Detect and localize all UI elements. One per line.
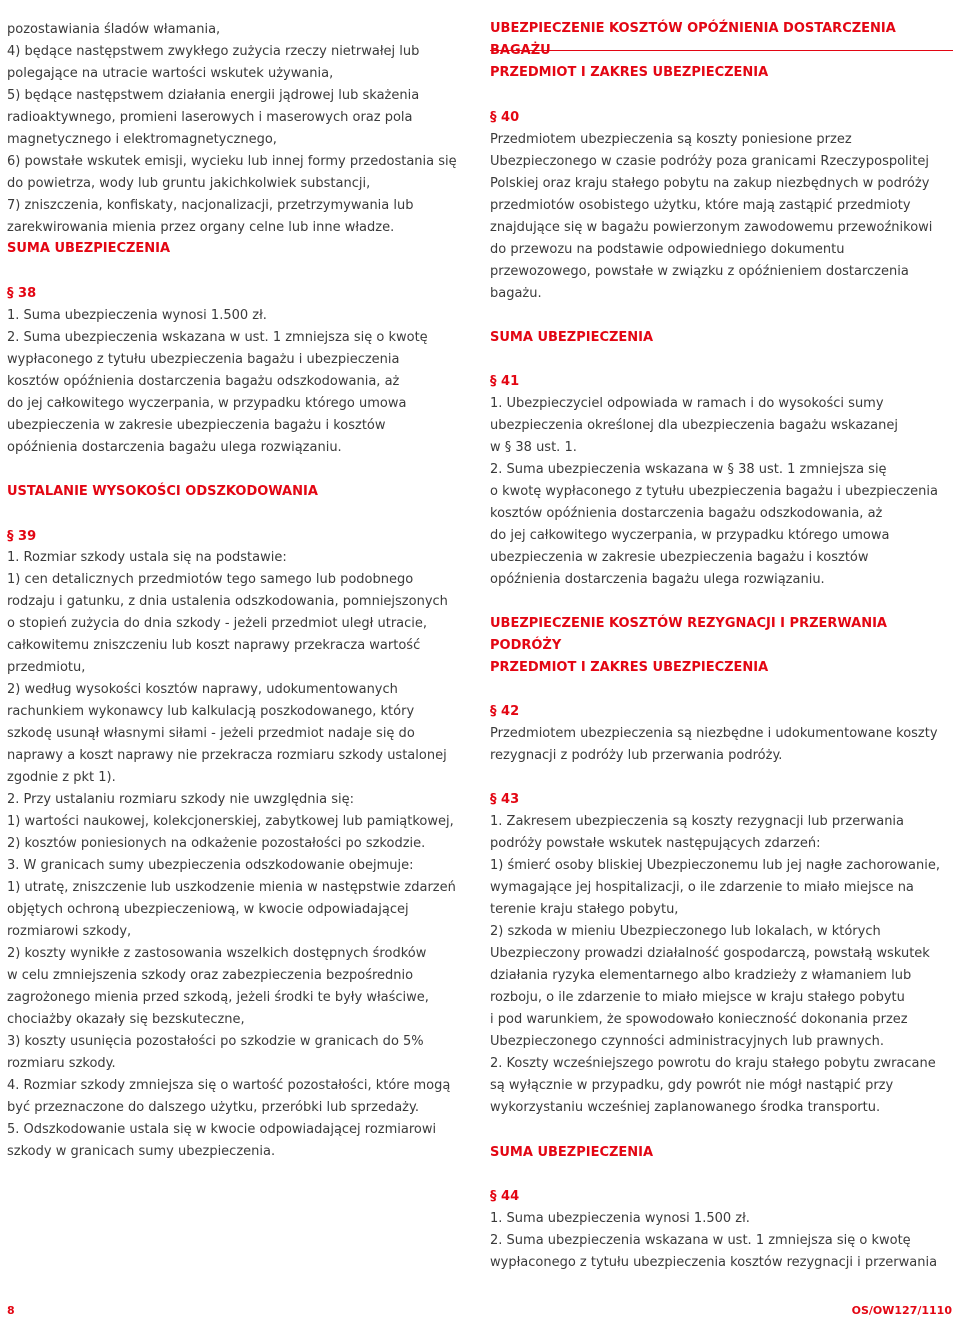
text-line: o stopień zużycia do dnia szkody - jeżeli przedmiot uległ utracie, [7,616,428,631]
text-line: 1) utratę, zniszczenie lub uszkodzenie mienia w następstwie zdarzeń [7,880,456,895]
page-number: 8 [7,1304,15,1317]
paragraph-41-body [490,393,955,591]
left-intro [7,19,477,239]
text-line: do powietrza, wody lub gruntu jakichkolwiek substancji, [7,176,371,191]
text-line: zagrożonego mienia przed szkodą, jeżeli środki te były właściwe, [7,990,429,1005]
text-line: 7) zniszczenia, konfiskaty, nacjonalizacji, przetrzymywania lub [7,198,414,213]
text-line: 3) koszty usunięcia pozostałości po szkodzie w granicach do 5% [7,1034,424,1049]
text-line: 2) koszty wynikłe z zastosowania wszelkich dostępnych środków [7,946,427,961]
text-line: szkody w granicach sumy ubezpieczenia. [7,1144,276,1159]
text-line: rachunkiem wykonawcy lub kalkulacją poszkodowanego, który [7,704,415,719]
text-line: Polskiej oraz kraju stałego pobytu na zakup niezbędnych w podróży [490,176,930,191]
paragraph-40-label: § 40 [490,110,520,125]
text-line: w celu zmniejszenia szkody oraz zabezpieczenia bezpośrednio [7,968,414,983]
paragraph-38-label: § 38 [7,286,37,301]
text-line: objętych ochroną ubezpieczeniową, w kwocie odpowiadającej [7,902,409,917]
text-line: zgodnie z pkt 1). [7,770,116,785]
text-line: Ubezpieczony prowadzi działalność gospodarczą, powstałą wskutek [490,946,930,961]
title-divider [490,50,953,51]
text-line: 2. Suma ubezpieczenia wskazana w § 38 ust. 1 zmniejsza się [490,462,887,477]
paragraph-40-body [490,129,955,305]
text-line: rozmiarowi szkody, [7,924,132,939]
paragraph-44-body [490,1208,955,1274]
text-line: przedmiotów osobistego użytku, które mają zastąpić przedmioty [490,198,911,213]
document-code: OS/OW127/1110 [851,1304,952,1317]
heading-suma-ubezpieczenia-2: SUMA UBEZPIECZENIA [490,1145,654,1160]
text-line: 1. Suma ubezpieczenia wynosi 1.500 zł. [7,308,267,323]
text-line: wymagające jej hospitalizacji, o ile zdarzenie to miało miejsce na [490,880,914,895]
text-line: w § 38 ust. 1. [490,440,577,455]
text-line: 5. Odszkodowanie ustala się w kwocie odpowiadającej rozmiarowi [7,1122,437,1137]
text-line: Ubezpieczonego w czasie podróży poza granicami Rzeczypospolitej [490,154,929,169]
text-line: kosztów opóźnienia dostarczenia bagażu odszkodowania, aż [7,374,400,389]
text-line: naprawy a koszt naprawy nie przekracza rozmiaru szkody ustalonej [7,748,447,763]
text-line: wykorzystaniu wcześniej zaplanowanego środka transportu. [490,1100,881,1115]
text-line: opóźnienia dostarczenia bagażu ulega rozwiązaniu. [490,572,825,587]
paragraph-38-body [7,305,477,459]
paragraph-39-body [7,547,477,1163]
paragraph-42-body [490,723,955,767]
text-line: wypłaconego z tytułu ubezpieczenia bagażu i ubezpieczenia [7,352,400,367]
text-line: chociażby okazały się bezskuteczne, [7,1012,245,1027]
text-line: 1. Rozmiar szkody ustala się na podstawie: [7,550,287,565]
text-line: 1. Ubezpieczyciel odpowiada w ramach i do wysokości sumy [490,396,884,411]
text-line: znajdujące się w bagażu powierzonym zawodowemu przewoźnikowi [490,220,933,235]
text-line: całkowitemu zniszczeniu lub koszt naprawy przekracza wartość [7,638,421,653]
text-line: 1. Suma ubezpieczenia wynosi 1.500 zł. [490,1211,750,1226]
text-line: o kwotę wypłaconego z tytułu ubezpieczenia bagażu i ubezpieczenia [490,484,938,499]
text-line: wypłaconego z tytułu ubezpieczenia kosztów rezygnacji i przerwania [490,1255,938,1270]
text-line: opóźnienia dostarczenia bagażu ulega rozwiązaniu. [7,440,342,455]
text-line: rozmiaru szkody. [7,1056,116,1071]
text-line: Przedmiotem ubezpieczenia są koszty poniesione przez [490,132,852,147]
text-line: polegające na utracie wartości wskutek używania, [7,66,334,81]
text-line: 2) szkoda w mieniu Ubezpieczonego lub lokalach, w których [490,924,881,939]
text-line: są wyłącznie w przypadku, gdy powrót nie mógł nastąpić przy [490,1078,894,1093]
text-line: przewozowego, powstałe w związku z opóźnieniem dostarczenia [490,264,909,279]
text-line: ubezpieczenia w zakresie ubezpieczenia bagażu i kosztów [7,418,386,433]
text-line: działania ryzyka elementarnego albo kradzieży z włamaniem lub [490,968,912,983]
text-line: 2. Suma ubezpieczenia wskazana w ust. 1 zmniejsza się o kwotę [490,1233,911,1248]
text-line: do jej całkowitego wyczerpania, w przypadku którego umowa [7,396,407,411]
text-line: 2) kosztów poniesionych na odkażenie pozostałości po szkodzie. [7,836,426,851]
text-line: radioaktywnego, promieni laserowych i maserowych oraz pola [7,110,413,125]
text-line: 2. Koszty wcześniejszego powrotu do kraju stałego pobytu zwracane [490,1056,936,1071]
text-line: magnetycznego i elektromagnetycznego, [7,132,277,147]
paragraph-43-body [490,811,955,1119]
text-line: do jej całkowitego wyczerpania, w przypadku którego umowa [490,528,890,543]
text-line: Przedmiotem ubezpieczenia są niezbędne i udokumentowane koszty [490,726,938,741]
text-line: 5) będące następstwem działania energii jądrowej lub skażenia [7,88,420,103]
text-line: 2. Przy ustalaniu rozmiaru szkody nie uwzględnia się: [7,792,355,807]
text-line: ubezpieczenia określonej dla ubezpieczenia bagażu wskazanej [490,418,898,433]
paragraph-39-label: § 39 [7,529,37,544]
text-line: rodzaju i gatunku, z dnia ustalenia odszkodowania, pomniejszonych [7,594,448,609]
text-line: 1) śmierć osoby bliskiej Ubezpieczonemu lub jej nagłe zachorowanie, [490,858,940,873]
text-line: 4) będące następstwem zwykłego zużycia rzeczy nietrwałej lub [7,44,420,59]
text-line: 1) wartości naukowej, kolekcjonerskiej, zabytkowej lub pamiątkowej, [7,814,454,829]
text-line: i pod warunkiem, że spowodowało konieczność dokonania przez [490,1012,908,1027]
text-line: rozboju, o ile zdarzenie to miało miejsce w kraju stałego pobytu [490,990,905,1005]
heading-przedmiot-zakres-1: PRZEDMIOT I ZAKRES UBEZPIECZENIA [490,65,769,80]
section-title-rezygnacja-przerwanie: UBEZPIECZENIE KOSZTÓW REZYGNACJI I PRZERWANIA PODRÓŻY [490,616,887,653]
heading-suma-ubezpieczenia-1: SUMA UBEZPIECZENIA [490,330,654,345]
paragraph-44-label: § 44 [490,1189,520,1204]
text-line: 2. Suma ubezpieczenia wskazana w ust. 1 zmniejsza się o kwotę [7,330,428,345]
heading-suma-ubezpieczenia: SUMA UBEZPIECZENIA [7,241,171,256]
paragraph-41-label: § 41 [490,374,520,389]
text-line: Ubezpieczonego czynności administracyjnych lub prawnych. [490,1034,885,1049]
paragraph-43-label: § 43 [490,792,520,807]
text-line: szkodę usunął własnymi siłami - jeżeli przedmiot nadaje się do [7,726,415,741]
section-title-opoznienie-bagazu: UBEZPIECZENIE KOSZTÓW OPÓŹNIENIA DOSTARCZENIA BAGAŻU [490,21,896,58]
text-line: kosztów opóźnienia dostarczenia bagażu odszkodowania, aż [490,506,883,521]
text-line: 4. Rozmiar szkody zmniejsza się o wartość pozostałości, które mogą [7,1078,451,1093]
heading-ustalanie-wysokosci: USTALANIE WYSOKOŚCI ODSZKODOWANIA [7,484,318,499]
text-line: 1) cen detalicznych przedmiotów tego samego lub podobnego [7,572,414,587]
text-line: podróży powstałe wskutek następujących zdarzeń: [490,836,821,851]
text-line: ubezpieczenia w zakresie ubezpieczenia bagażu i kosztów [490,550,869,565]
text-line: być przeznaczone do dalszego użytku, przeróbki lub sprzedaży. [7,1100,419,1115]
text-line: 3. W granicach sumy ubezpieczenia odszkodowanie obejmuje: [7,858,414,873]
text-line: do przewozu na podstawie odpowiedniego dokumentu [490,242,845,257]
text-line: pozostawiania śladów włamania, [7,22,221,37]
text-line: 2) według wysokości kosztów naprawy, udokumentowanych [7,682,398,697]
text-line: przedmiotu, [7,660,86,675]
heading-przedmiot-zakres-2: PRZEDMIOT I ZAKRES UBEZPIECZENIA [490,660,769,675]
text-line: bagażu. [490,286,542,301]
text-line: terenie kraju stałego pobytu, [490,902,679,917]
text-line: 1. Zakresem ubezpieczenia są koszty rezygnacji lub przerwania [490,814,905,829]
paragraph-42-label: § 42 [490,704,520,719]
text-line: rezygnacji z podróży lub przerwania podróży. [490,748,783,763]
text-line: zarekwirowania mienia przez organy celne lub inne władze. [7,220,395,235]
text-line: 6) powstałe wskutek emisji, wycieku lub innej formy przedostania się [7,154,457,169]
